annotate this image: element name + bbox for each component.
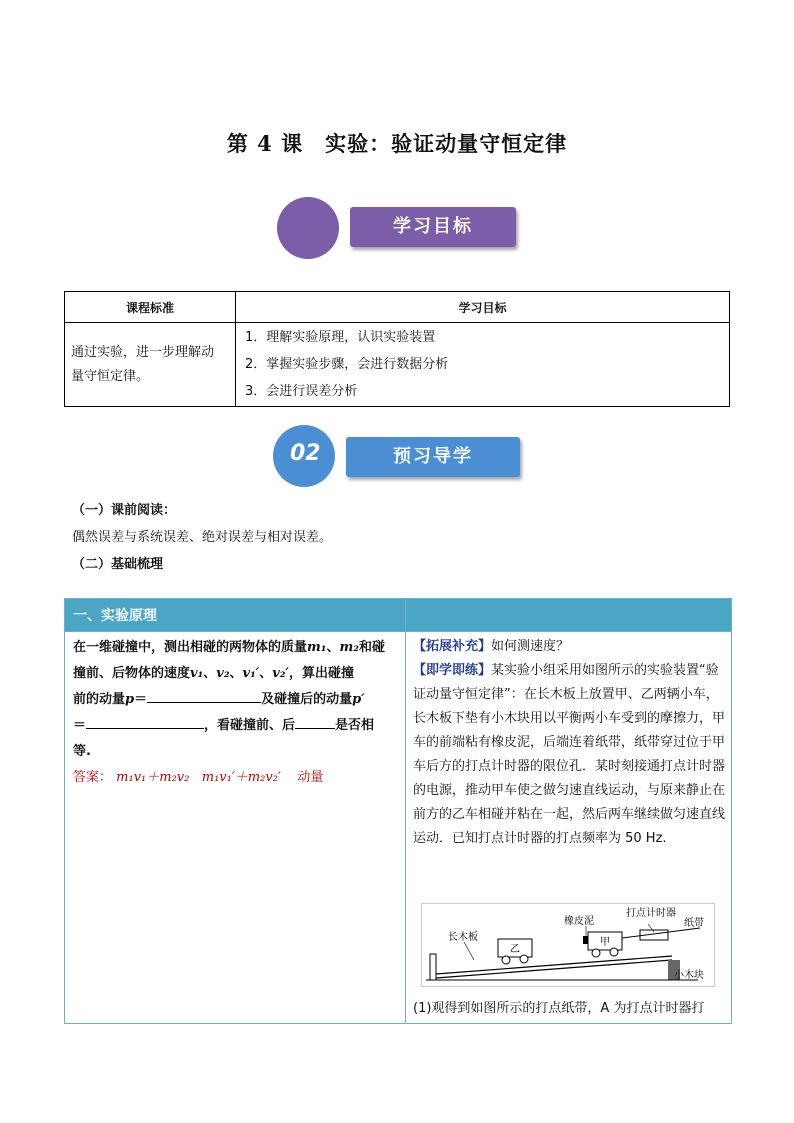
standard-line-2: 量守恒定律。 — [71, 368, 150, 384]
answer-value: m₁v₁′＋m₂v₂′ — [201, 770, 281, 785]
experiment-figure — [421, 903, 715, 987]
label-clay: 橡皮泥 — [564, 916, 594, 927]
answer-value: m₁v₁＋m₂v₂ — [116, 770, 190, 785]
section-basics-title: （二）基础梳理 — [72, 557, 164, 572]
label-cart-a: 甲 — [600, 937, 610, 948]
standard-cell — [65, 323, 236, 407]
goals-table — [64, 291, 730, 407]
text: ，看碰撞前、后 — [204, 718, 296, 733]
symbol: m₂ — [339, 640, 359, 655]
goal-item: 3．会进行误差分析 — [245, 384, 358, 399]
symbol: m₁ — [307, 640, 327, 655]
text: 及碰撞后的动量 — [261, 692, 353, 707]
label-cart-b: 乙 — [510, 944, 520, 955]
label-block: 小木块 — [674, 970, 704, 981]
label-board: 长木板 — [448, 932, 478, 943]
goals-cell — [236, 323, 730, 407]
page-title: 第 4 课 实验：验证动量守恒定律 — [226, 131, 568, 156]
principle-text — [73, 635, 399, 791]
text: 等. — [73, 744, 91, 759]
principle-panel — [64, 598, 732, 1024]
text: ，算出碰撞 — [288, 666, 354, 681]
divider — [405, 599, 406, 1023]
text: 是否相 — [335, 718, 375, 733]
text: 在一维碰撞中，测出相碰的两物体的质量 — [73, 640, 308, 655]
col-header-standard: 课程标准 — [65, 292, 236, 323]
text-block — [413, 659, 725, 851]
blank[interactable] — [147, 688, 261, 703]
blank[interactable] — [86, 714, 204, 729]
section-pre-reading-title: （一）课前阅读： — [72, 503, 177, 518]
text: 和碰 — [358, 640, 385, 655]
badge-circle — [277, 197, 339, 259]
symbol: v₁′ — [242, 666, 260, 681]
symbol: v₂ — [216, 666, 230, 681]
answer-value: 动量 — [297, 770, 324, 785]
panel-header — [65, 599, 731, 631]
apparatus-diagram — [422, 904, 714, 986]
text: 前的动量 — [73, 692, 126, 707]
text-line — [413, 635, 725, 659]
label-tape: 纸带 — [684, 918, 704, 929]
divider — [65, 631, 731, 632]
symbol: p′ — [352, 692, 365, 707]
text: 如何测速度？ — [491, 639, 570, 654]
goal-item: 1．理解实验原理，认识实验装置 — [245, 330, 436, 345]
tag: 【拓展补充】 — [413, 639, 492, 654]
question-line: (1)观得到如图所示的打点纸带，A 为打点计时器打 — [413, 1001, 705, 1016]
section-pre-reading-text: 偶然误差与系统误差、绝对误差与相对误差。 — [72, 530, 333, 545]
text-line: ＝ ，看碰撞前、后 是否相 — [73, 713, 399, 739]
text-line — [73, 687, 399, 713]
text-line — [73, 635, 399, 661]
text: 某实验小组采用如图所示的实验装置“验证动量守恒定律”：在长木板上放置甲、乙两辆小车，长木板下垫有小木块用以平衡两小车受到的摩擦力，甲车的前端粘有橡皮泥，后端连着纸带，纸带穿过位于甲车后方的打点计时器的限位孔．某时刻接通打点计时器的电源，推动甲车使之做匀速直线运动，与原来静止在前方的乙车相碰并粘在一起，然后两车继续做匀速直线运动．已知打点计时器的打点频率为 50 Hz. — [413, 663, 726, 846]
col-header-goals: 学习目标 — [236, 292, 730, 323]
badge-label: 预习导学 — [346, 437, 520, 477]
symbol: v₂′ — [272, 666, 289, 681]
answer-label: 答案： — [73, 770, 113, 785]
answer-line — [73, 765, 399, 791]
text: 、 — [326, 640, 340, 655]
symbol: p — [125, 692, 135, 707]
text-line — [73, 739, 399, 765]
badge-label: 学习目标 — [350, 207, 516, 247]
tag: 【即学即练】 — [413, 663, 492, 678]
panel-header-text: 一、实验原理 — [73, 608, 157, 624]
blank[interactable] — [295, 714, 335, 729]
standard-line-1: 通过实验，进一步理解动 — [71, 344, 215, 360]
badge-number: 02 — [290, 441, 321, 466]
text-line: 撞前、后物体的速度v₁、v₂、v₁′、v₂′，算出碰撞 — [73, 666, 354, 681]
text: 撞前、后物体的速度 — [73, 666, 191, 681]
exercise-text — [413, 635, 725, 851]
goal-item: 2．掌握实验步骤，会进行数据分析 — [245, 357, 449, 372]
symbol: v₁ — [190, 666, 204, 681]
label-timer: 打点计时器 — [626, 908, 676, 919]
text: ＝ — [134, 692, 148, 707]
